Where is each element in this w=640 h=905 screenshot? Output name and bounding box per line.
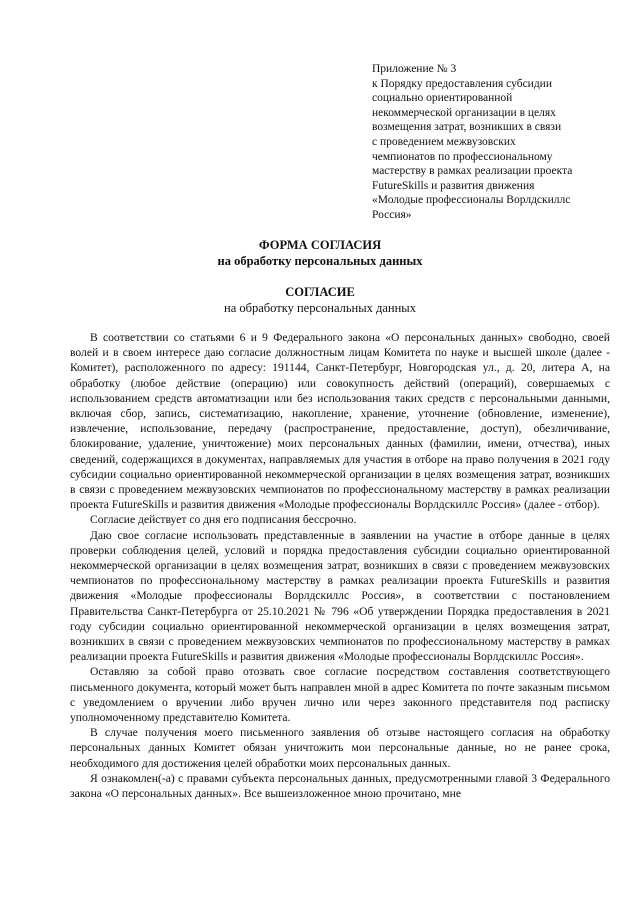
paragraph-validity: Согласие действует со дня его подписания бессрочно. (90, 513, 357, 527)
appendix-line: чемпионатов по профессиональному (372, 150, 553, 163)
paragraph-usage: Даю свое согласие использовать представленные в заявлении на участие в отборе данные в целях проверки соблюдения целей, условий и порядка предоставления субсидии социально ориентированной некоммерческой организации в целях возмещения затрат, возникших в связи с проведением межвузовских чемпионатов по профессиональному мастерству в рамках реализации проекта FutureSkills и развития движения «Молодые профессионалы Ворлдскиллс Россия», в соответствии с постановлением Правительства Санкт-Петербурга от 25.10.2021 № 796 «Об утверждении Порядка предоставления в 2021 году субсидии социально ориентированной некоммерческой организации в целях возмещения затрат, возникших в связи с проведением межвузовских чемпионатов по профессиональному мастерству в рамках реализации проекта FutureSkills и развития движения «Молодые профессионалы Ворлдскиллс Россия». (70, 528, 610, 664)
appendix-line: некоммерческой организации в целях (372, 106, 556, 119)
paragraph-legal-basis: В соответствии со статьями 6 и 9 Федерального закона «О персональных данных» свободно, своей волей и в своем интересе даю согласие должностным лицам Комитета по науке и высшей школе (далее - Комитет), расположенного по адресу: 191144, Санкт-Петербург, Новгородская ул., д. 20, литера А, на обработку (любое действие (операцию) или совокупность действий (операций), совершаемых с использованием средств автоматизации или без использования таких средств с персональными данными, включая сбор, запись, систематизацию, накопление, хранение, уточнение (обновление, изменение), извлечение, использование, передачу (распространение, предоставление, доступ), обезличивание, блокирование, удаление, уничтожение) моих персональных данных (фамилии, имени, отчества), иных сведений, содержащихся в документах, направляемых для участия в отборе на право получения в 2021 году субсидии социально ориентированной некоммерческой организации в целях возмещения затрат, возникших в связи с проведением межвузовских чемпионатов по профессиональному мастерству в рамках реализации проекта FutureSkills и развития движения «Молодые профессионалы Ворлдскиллс Россия» (далее - отбор). (70, 331, 610, 512)
paragraph-acknowledgement: Я ознакомлен(-а) с правами субъекта персональных данных, предусмотренными главой 3 Федерального закона «О персональных данных». Все вышеизложенное мною прочитано, мне (70, 771, 610, 801)
appendix-line: социально ориентированной (372, 92, 513, 105)
form-title: ФОРМА СОГЛАСИЯ (258, 238, 382, 252)
appendix-line: с проведением межвузовских (372, 135, 516, 148)
appendix-line: мастерству в рамках реализации проекта (372, 165, 573, 178)
appendix-line: возмещения затрат, возникших в связи (372, 121, 562, 134)
appendix-line: Приложение № 3 (372, 63, 457, 75)
paragraph-revocation: Оставляю за собой право отозвать свое согласие посредством составления соответствующего письменного документа, который может быть направлен мной в адрес Комитета по почте заказным письмом с уведомлением о вручении либо вручен лично или через законного представителя под расписку уполномоченному представителю Комитета. (70, 665, 610, 725)
form-subtitle: на обработку персональных данных (217, 254, 423, 268)
appendix-line: Россия» (372, 208, 412, 221)
consent-title: СОГЛАСИЕ (285, 285, 355, 299)
appendix-line: к Порядку предоставления субсидии (372, 77, 552, 90)
appendix-block (372, 62, 612, 223)
appendix-line: «Молодые профессионалы Ворлдскиллс (372, 194, 571, 207)
consent-subtitle: на обработку персональных данных (224, 301, 416, 315)
paragraph-destruction: В случае получения моего письменного заявления об отзыве настоящего согласия на обработку персональных данных Комитет обязан уничтожить мои персональные данные, но не ранее срока, необходимого для достижения целей обработки моих персональных данных. (70, 726, 610, 770)
consent-body (70, 330, 610, 801)
appendix-line: FutureSkills и развития движения (372, 179, 535, 192)
